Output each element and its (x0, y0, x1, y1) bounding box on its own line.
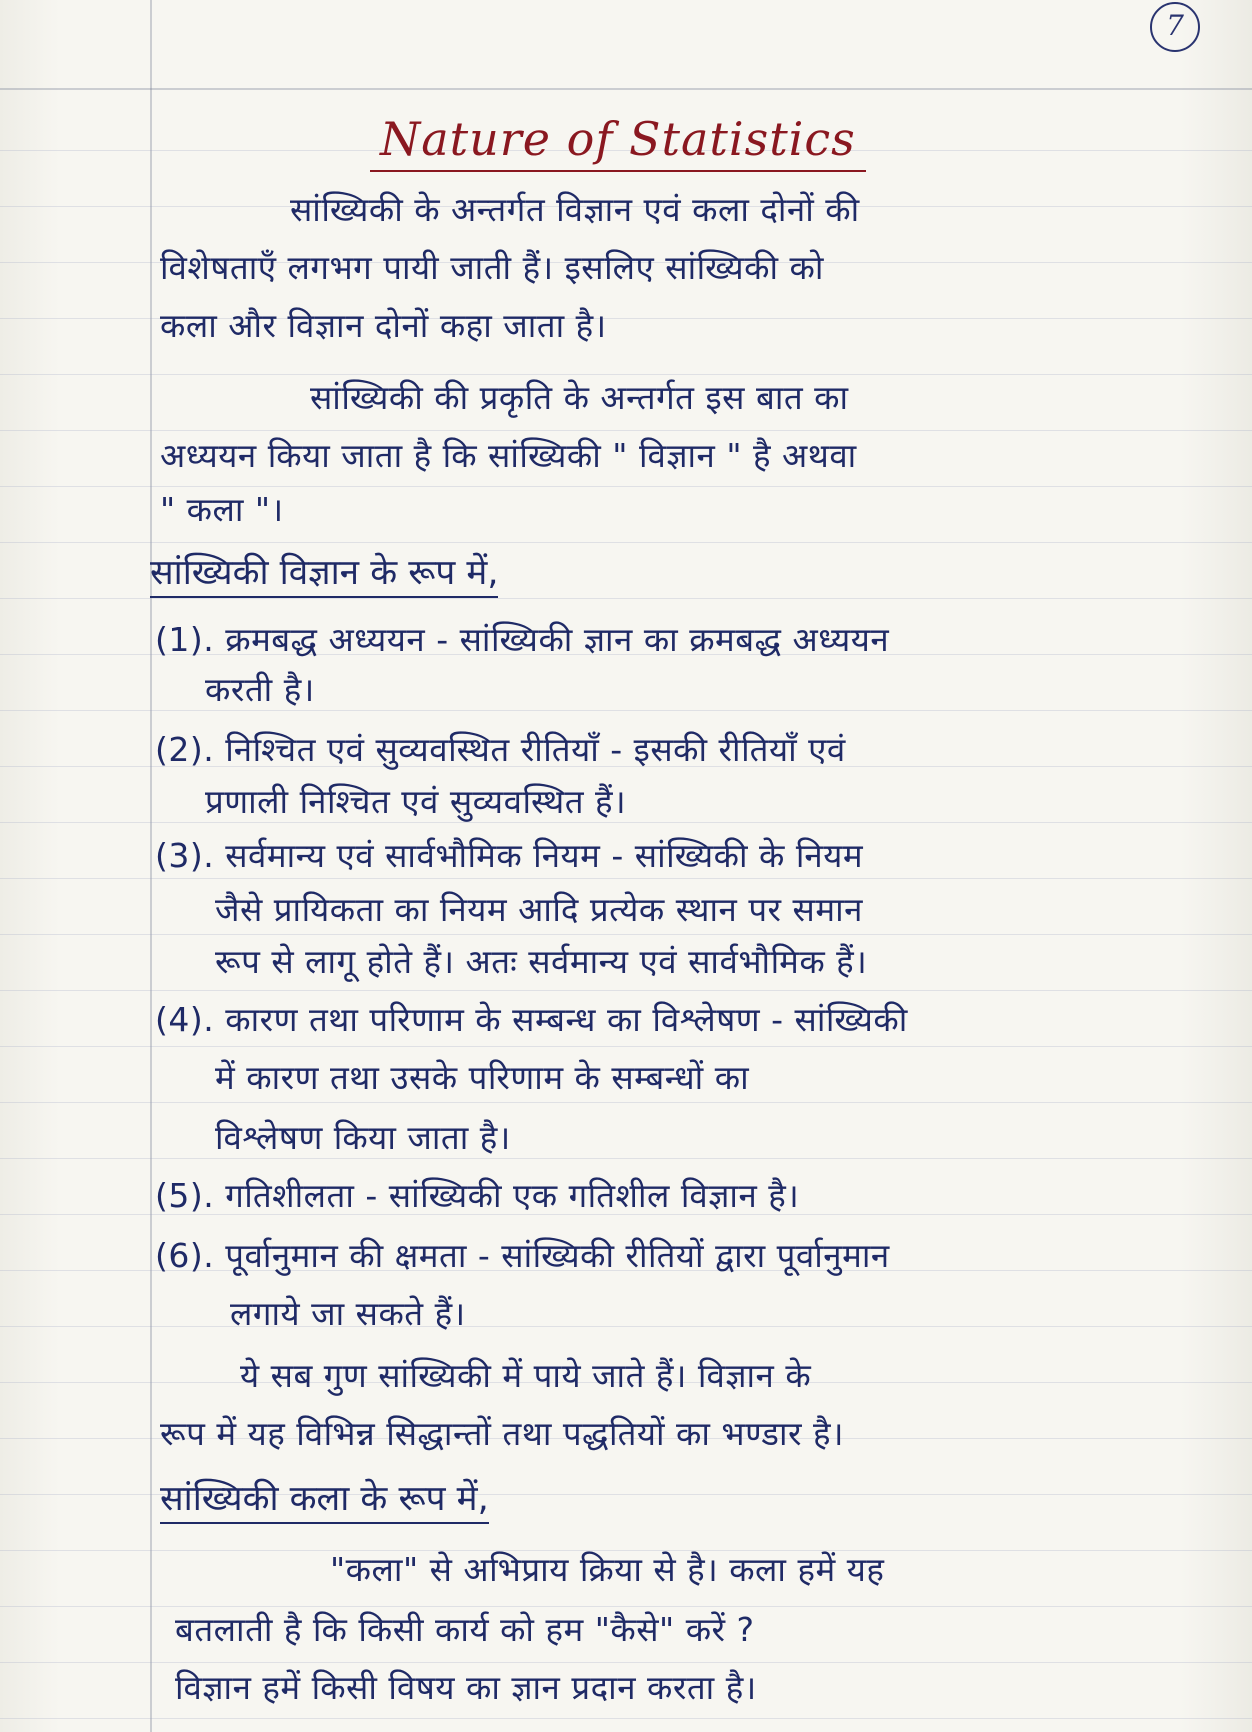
point-3-line: रूप से लागू होते हैं। अतः सर्वमान्य एवं सार्वभौमिक हैं। (215, 942, 868, 981)
ruled-line (0, 822, 1252, 823)
ruled-line (0, 1326, 1252, 1327)
ruled-line (0, 374, 1252, 375)
point-4-line: में कारण तथा उसके परिणाम के सम्बन्धों का (215, 1058, 750, 1097)
art-line: बतलाती है कि किसी कार्य को हम "कैसे" करें ? (175, 1610, 755, 1649)
margin-line (150, 0, 152, 1732)
art-line: "कला" से अभिप्राय क्रिया से है। कला हमें यह (330, 1550, 885, 1589)
paragraph1-line: विशेषताएँ लगभग पायी जाती हैं। इसलिए सांख्यिकी को (160, 248, 824, 287)
page-title: Nature of Statistics (370, 112, 866, 172)
ruled-line (0, 710, 1252, 711)
paragraph1-line: सांख्यिकी के अन्तर्गत विज्ञान एवं कला दोनों की (290, 190, 860, 229)
point-3-line: (3). सर्वमान्य एवं सार्वभौमिक नियम - सांख्यिकी के नियम (155, 836, 864, 875)
point-1-line: करती है। (205, 670, 315, 709)
header-rule (0, 88, 1252, 90)
point-4-line: (4). कारण तथा परिणाम के सम्बन्ध का विश्लेषण - सांख्यिकी (155, 1000, 908, 1039)
paragraph2-line: सांख्यिकी की प्रकृति के अन्तर्गत इस बात का (310, 378, 849, 417)
page-number: 7 (1150, 2, 1200, 52)
ruled-line (0, 1046, 1252, 1047)
point-6-line: लगाये जा सकते हैं। (230, 1294, 466, 1333)
ruled-line (0, 598, 1252, 599)
ruled-line (0, 1606, 1252, 1607)
ruled-line (0, 1662, 1252, 1663)
ruled-line (0, 486, 1252, 487)
point-1-line: (1). क्रमबद्ध अध्ययन - सांख्यिकी ज्ञान का क्रमबद्ध अध्ययन (155, 620, 890, 659)
point-6-line: (6). पूर्वानुमान की क्षमता - सांख्यिकी रीतियों द्वारा पूर्वानुमान (155, 1236, 890, 1275)
section-heading-science: सांख्यिकी विज्ञान के रूप में, (150, 552, 498, 598)
paragraph2-line: अध्ययन किया जाता है कि सांख्यिकी " विज्ञान " है अथवा (160, 436, 857, 475)
art-line: विज्ञान हमें किसी विषय का ज्ञान प्रदान करता है। (175, 1668, 757, 1707)
paragraph1-line: कला और विज्ञान दोनों कहा जाता है। (160, 306, 607, 345)
ruled-line (0, 542, 1252, 543)
point-2-line: (2). निश्चित एवं सुव्यवस्थित रीतियाँ - इसकी रीतियाँ एवं (155, 730, 846, 769)
ruled-line (0, 990, 1252, 991)
ruled-line (0, 1102, 1252, 1103)
point-3-line: जैसे प्रायिकता का नियम आदि प्रत्येक स्थान पर समान (215, 890, 863, 929)
ruled-line (0, 1158, 1252, 1159)
ruled-line (0, 934, 1252, 935)
paragraph2-line: " कला "। (160, 490, 284, 529)
summary-line: ये सब गुण सांख्यिकी में पाये जाते हैं। विज्ञान के (240, 1356, 812, 1395)
ruled-line (0, 878, 1252, 879)
point-2-line: प्रणाली निश्चित एवं सुव्यवस्थित हैं। (205, 782, 627, 821)
section-heading-art: सांख्यिकी कला के रूप में, (160, 1478, 489, 1524)
ruled-line (0, 430, 1252, 431)
point-4-line: विश्लेषण किया जाता है। (215, 1118, 511, 1157)
summary-line: रूप में यह विभिन्न सिद्धान्तों तथा पद्धतियों का भण्डार है। (160, 1414, 845, 1453)
ruled-line (0, 1718, 1252, 1719)
point-5-line: (5). गतिशीलता - सांख्यिकी एक गतिशील विज्ञान है। (155, 1176, 800, 1215)
